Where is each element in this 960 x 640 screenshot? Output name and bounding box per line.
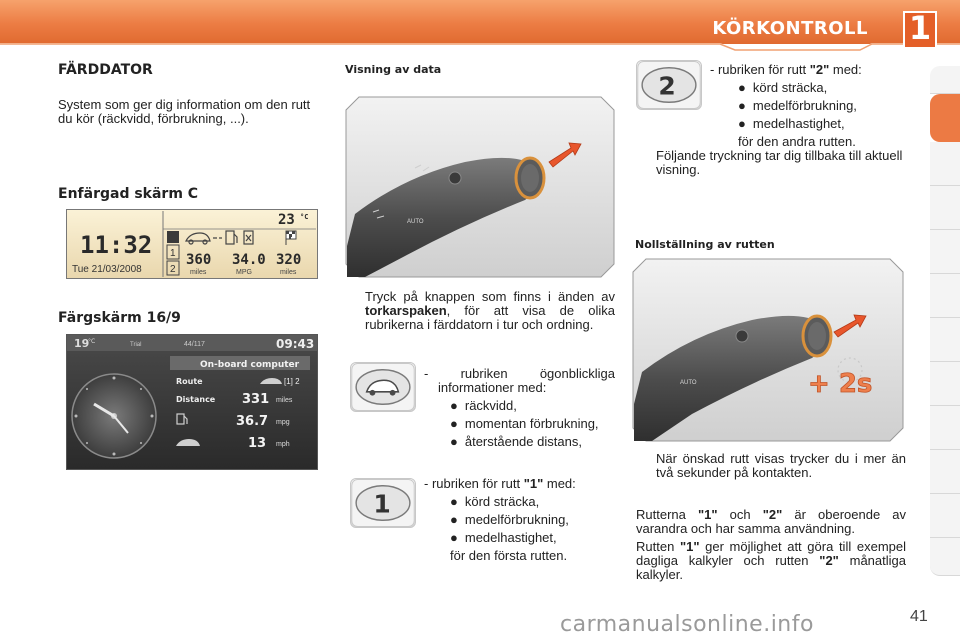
color-row-value-consumption: 36.7 — [236, 414, 269, 429]
side-tab[interactable] — [930, 318, 960, 362]
wiper-stalk-photo — [345, 96, 615, 278]
side-tab[interactable] — [930, 494, 960, 538]
instant-info-block — [424, 367, 615, 449]
finger-pointer-icon — [636, 452, 648, 480]
stalk-auto-label: AUTO — [680, 380, 697, 386]
color-row-label-distance: Distance — [176, 395, 216, 404]
svg-text:2: 2 — [658, 71, 676, 101]
press-instruction-text — [365, 290, 615, 332]
route-1-icon — [350, 478, 416, 528]
side-tab[interactable] — [930, 66, 960, 94]
svg-text:1: 1 — [373, 489, 391, 519]
list-item-text: räckvidd, — [464, 398, 517, 413]
side-tab-active[interactable] — [930, 94, 960, 142]
route-2-intro-bold: "2" — [809, 62, 830, 77]
list-item: ● körd sträcka, — [738, 80, 828, 95]
mono-temp: 23 — [278, 212, 295, 228]
routes-text-bold: "1" — [679, 539, 700, 554]
stalk-auto-label: AUTO — [407, 219, 424, 225]
side-tab[interactable] — [930, 450, 960, 494]
routes-text: är oberoende av varandra och har samma användning. — [636, 507, 906, 536]
route-2-block — [710, 63, 910, 149]
color-route-value: [1] 2 — [284, 377, 300, 386]
side-tab[interactable] — [930, 362, 960, 406]
instant-info-intro: - rubriken ögonblickliga informationer med: — [424, 366, 615, 395]
route-2-icon — [636, 60, 702, 110]
routes-paragraph-1 — [636, 508, 906, 536]
route-1-intro-bold: "1" — [523, 476, 544, 491]
color-row-unit-distance: miles — [276, 397, 293, 404]
display-heading: Visning av data — [345, 63, 442, 76]
section-title: FÄRDDATOR — [58, 62, 153, 78]
route-2-trailer: för den andra rutten. — [738, 134, 856, 149]
color-temp-unit: °C — [88, 338, 96, 345]
color-row-unit-consumption: mpg — [276, 419, 290, 426]
side-tab[interactable] — [930, 538, 960, 576]
color-clock: 09:43 — [276, 337, 315, 351]
chapter-number: 1 — [908, 9, 932, 47]
route-1-intro — [424, 477, 615, 491]
side-tabs — [928, 66, 960, 576]
list-item: ● medelhastighet, — [450, 530, 557, 545]
routes-text-bold: "2" — [762, 507, 783, 522]
chapter-title: KÖRKONTROLL — [712, 18, 868, 39]
list-item-text: medelhastighet, — [464, 530, 557, 545]
route-2-intro — [710, 63, 910, 77]
back-note-text: Följande tryckning tar dig tillbaka till aktuell visning. — [656, 148, 903, 177]
routes-text: Rutterna — [636, 507, 698, 522]
list-item-text: körd sträcka, — [752, 80, 828, 95]
side-tab[interactable] — [930, 186, 960, 230]
route-1-trailer: för den första rutten. — [450, 548, 568, 563]
mono-unit-distance: miles — [280, 269, 297, 276]
side-tab[interactable] — [930, 230, 960, 274]
list-item-text: momentan förbrukning, — [464, 416, 599, 431]
routes-text: månatliga kalkyler. — [636, 553, 906, 582]
list-item-text: medelförbrukning, — [464, 512, 569, 527]
mono-clock: 11:32 — [80, 231, 153, 259]
mono-unit-consumption: MPG — [236, 269, 252, 276]
list-item: ● återstående distans, — [450, 434, 582, 449]
color-screen-title: On-board computer — [200, 360, 300, 370]
list-item: ● medelförbrukning, — [450, 512, 569, 527]
wiper-stalk-reset-photo — [632, 258, 904, 442]
list-item-text: medelhastighet, — [752, 116, 845, 131]
routes-text: Rutten — [636, 539, 680, 554]
color-screen-heading: Färgskärm 16/9 — [58, 310, 181, 326]
mono-screen-heading: Enfärgad skärm C — [58, 186, 199, 202]
press-instruction-bold: torkarspaken — [365, 303, 447, 318]
color-row-value-speed: 13 — [248, 436, 267, 451]
analog-clock-icon — [72, 374, 156, 458]
route-2-intro-pre: - rubriken för rutt — [710, 62, 810, 77]
side-tab[interactable] — [930, 406, 960, 450]
mono-date: Tue 21/03/2008 — [72, 264, 142, 275]
finger-pointer-icon — [636, 149, 648, 177]
list-item: ● medelförbrukning, — [738, 98, 857, 113]
list-item: ● körd sträcka, — [450, 494, 540, 509]
finger-pointer-icon — [345, 290, 357, 332]
color-audio-label: Trial — [130, 342, 142, 348]
list-item-text: körd sträcka, — [464, 494, 540, 509]
car-selector-icon — [167, 231, 179, 243]
reset-heading: Nollställning av rutten — [635, 238, 775, 251]
reset-note — [636, 452, 906, 480]
back-note — [636, 149, 906, 177]
color-track: 44/117 — [184, 341, 205, 348]
mono-trip-2: 2 — [170, 264, 176, 275]
color-row-unit-speed: mph — [276, 441, 290, 448]
mono-value-range: 360 — [186, 252, 212, 268]
instant-info-icon — [350, 362, 416, 412]
routes-paragraph-2 — [636, 540, 906, 582]
color-row-value-distance: 331 — [242, 392, 270, 407]
routes-text: ger möjlighet att göra till exempel dagliga kalkyler och rutten — [636, 539, 906, 568]
mono-unit-range: miles — [190, 269, 207, 276]
route-1-block — [424, 477, 615, 563]
reset-note-text: När önskad rutt visas trycker du i mer än två sekunder på kontakten. — [656, 451, 906, 480]
intro-text: System som ger dig information om den rutt du kör (räckvidd, förbrukning, ...). — [58, 97, 311, 126]
list-item: ● räckvidd, — [450, 398, 517, 413]
routes-text-bold: "2" — [819, 553, 839, 568]
list-item: ● medelhastighet, — [738, 116, 845, 131]
mono-value-distance: 320 — [276, 252, 302, 268]
routes-text: och — [717, 507, 763, 522]
list-item-text: återstående distans, — [464, 434, 582, 449]
watermark: carmanualsonline.info — [560, 612, 814, 637]
route-2-intro-post: med: — [829, 62, 862, 77]
color-temp: 19 — [74, 337, 90, 350]
route-1-intro-pre: - rubriken för rutt — [424, 476, 524, 491]
mono-screen — [66, 209, 318, 279]
press-instruction-pre: Tryck på knappen som finns i änden av — [365, 289, 615, 304]
mono-trip-1: 1 — [170, 248, 176, 259]
list-item: ● momentan förbrukning, — [450, 416, 599, 431]
mono-temp-unit: °C — [300, 213, 309, 221]
press-duration-label: + 2s — [808, 369, 873, 399]
page-number: 41 — [910, 608, 928, 625]
route-1-intro-post: med: — [543, 476, 576, 491]
list-item-text: medelförbrukning, — [752, 98, 857, 113]
routes-text-bold: "1" — [697, 507, 718, 522]
side-tab[interactable] — [930, 142, 960, 186]
press-instruction — [345, 290, 615, 332]
color-route-label: Route — [176, 377, 203, 386]
press-instruction-post: , för att visa de olika rubrikerna i färddatorn i tur och ordning. — [365, 303, 615, 332]
mono-value-consumption: 34.0 — [232, 252, 266, 268]
side-tab[interactable] — [930, 274, 960, 318]
color-screen — [66, 334, 318, 470]
